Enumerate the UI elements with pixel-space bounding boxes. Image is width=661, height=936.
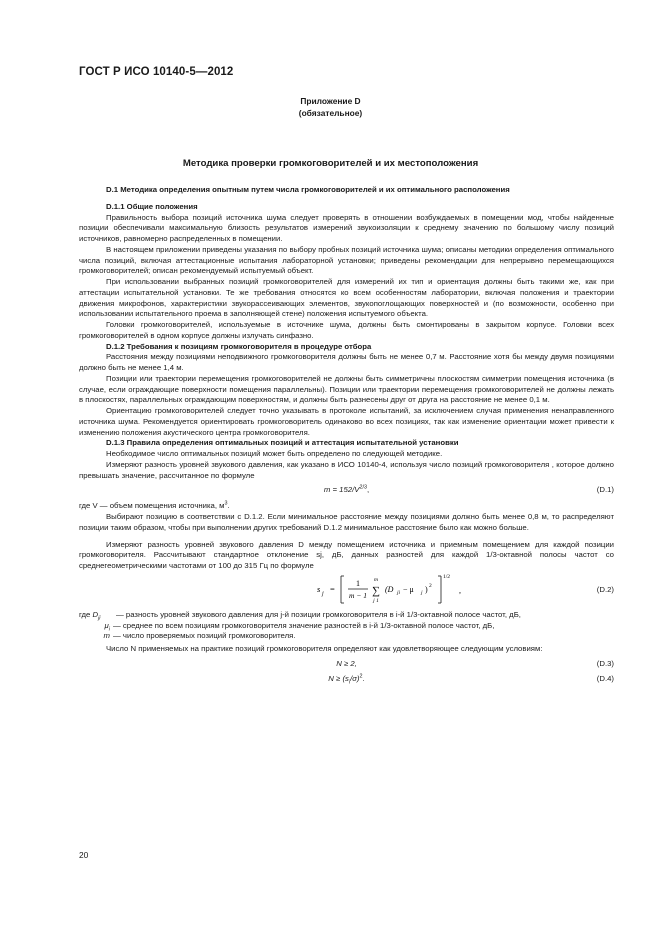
eq-square: 2 xyxy=(429,582,432,589)
symbol-sub: ji xyxy=(98,615,101,622)
definitions-list xyxy=(79,610,614,642)
equation-text: N ≥ (s xyxy=(328,673,349,683)
equation-text: m = 152/V xyxy=(323,485,360,495)
main-title: Методика проверки громкоговорителей и их местоположения xyxy=(182,158,479,169)
equation-d2 xyxy=(79,572,614,608)
paragraph: Выбирают позицию в соответствии с D.1.2. Если минимальное расстояние между позициями должно быть менее 0,8 м, то распределяют позиции таким образом, чтобы при выполнении других требований D.1.2 минимальное расстояние было как можно больше. xyxy=(79,512,614,532)
paragraph: Число N применяемых на практике позиций громкоговорителя определяют как удовлетворяющее следующим условиям: xyxy=(106,644,543,653)
eq-frac-num: 1 xyxy=(356,578,360,588)
symbol-sub: i xyxy=(108,626,110,633)
equation-text: /σ) xyxy=(350,673,360,683)
definition-symbol xyxy=(79,631,113,642)
eq-sigma: ∑ xyxy=(372,584,380,597)
definition-symbol xyxy=(79,610,116,621)
equation-text: , xyxy=(366,485,370,495)
equation-d1 xyxy=(79,481,614,501)
page-number: 20 xyxy=(79,850,89,860)
definition-text: — среднее по всем позициям громкоговорителя значение разностей в i-й 1/3-октавной полосе частот, дБ, xyxy=(113,620,495,630)
paragraph: Расстояния между позициями неподвижного громкоговорителя должны быть не менее 0,7 м. Расстояние хотя бы между двумя позициями должно быть не менее 1,4 м. xyxy=(79,352,614,372)
eq-sum-top: m xyxy=(374,576,378,583)
definition-symbol xyxy=(79,621,113,632)
eq-root: 1/2 xyxy=(443,573,451,580)
section-d12-heading: D.1.2 Требования к позициям громкоговорителя в процедуре отбора xyxy=(106,341,372,351)
paragraph: В настоящем приложении приведены указания по выбору пробных позиций источника шума; описаны методики определения оптимального числа позиций, включая аттестационные испытания лабораторной установки; приведены рекомендации для непрерывно перемещающихся громкоговорителей; описан рекомендуемый испытуемый объект. xyxy=(79,244,614,276)
equation-d4-formula xyxy=(79,674,614,685)
equation-d2-formula xyxy=(301,572,491,608)
eq-lhs: s xyxy=(317,583,321,594)
equation-sub: i xyxy=(348,679,351,686)
eq-sum-bottom: j 1 xyxy=(373,597,379,604)
eq-tail: , xyxy=(459,585,461,595)
definition-dji xyxy=(79,610,614,621)
where-word: где xyxy=(79,609,91,619)
annex-status: (обязательное) xyxy=(298,108,363,118)
equation-text: . xyxy=(362,673,365,683)
paragraph: Необходимое число оптимальных позиций может быть определено по следующей методике. xyxy=(106,449,443,458)
paragraph: Измеряют разность уровней звукового давления D между помещением источника и приемным помещением для каждой позиции громкоговорителя. Рассчитывают стандартное отклонение sj, дБ, данных разностей для каждой 1/3-октавной полосы частот со среднегеометрическими частотами от 100 до 315 Гц по формуле xyxy=(79,539,614,570)
paragraph: При использовании выбранных позиций громкоговорителей для измерений их тип и ориентация должны быть такими же, как при аттестации испытательной установки. Те же требования относятся ко всем особенностям лаборатории, включая положения и траектории движения микрофонов, характеристики звукорассеивающих элементов, звукопоглощающих поверхностей и (по возможности, особенно при использовании испытательного проема в заполняющей стене) положения испытуемого объекта. xyxy=(79,277,614,319)
equation-d4-number: (D.4) xyxy=(596,673,614,683)
eq-term: (D xyxy=(385,584,394,594)
where-text: где V — объем помещения источника, м xyxy=(79,501,225,511)
equation-text: N ≥ 2, xyxy=(336,658,357,668)
equation-exponent: 2/3 xyxy=(359,484,367,491)
equation-d3 xyxy=(79,659,614,670)
paragraph: Позиции или траектории перемещения громкоговорителей не должны быть симметричны плоскостям симметрии помещения источника (в случае, если ограждающие поверхности помещения параллельны). Позиции или траектории перемещения громкоговорителей не должны лежать в плоскостях, параллельных ограждающим поверхностям, и должны быть разнесены друг от друга на расстояние не менее 0,1 м. xyxy=(79,373,614,405)
definition-m xyxy=(79,631,614,642)
symbol-text: m xyxy=(103,631,110,641)
paragraph: Измеряют разность уровней звукового давления, как указано в ИСО 10140-4, используя число позиций громкоговорителя , которое должно превышать значение, рассчитанное по формуле xyxy=(79,459,614,480)
symbol-text: μ xyxy=(104,620,109,630)
paragraph: Правильность выбора позиций источника шума следует проверять в отношении возбуждаемых в помещении мод, чтобы найденные позиции обеспечивали максимальную близость результатов измерений звукоизоляции к среднему значению по большому числу позиций источников, равномерно распределенных в помещении. xyxy=(79,212,614,243)
equation-d3-formula xyxy=(79,659,614,670)
eq-minus-mu: − μ xyxy=(403,584,414,594)
definition-mu xyxy=(79,621,614,632)
eq-equals: = xyxy=(330,583,335,594)
definition-text: — разность уровней звукового давления для j-й позиции громкоговорителя в i-й 1/3-октавной полосе частот, дБ, xyxy=(116,609,521,619)
equation-d1-formula xyxy=(79,485,614,496)
equation-d1-number: (D.1) xyxy=(596,485,614,495)
where-text: . xyxy=(227,501,230,511)
eq-mu-sub: j xyxy=(421,589,423,596)
equation-d2-number: (D.2) xyxy=(596,584,614,594)
eq-frac-den: m − 1 xyxy=(349,590,367,600)
page-body xyxy=(79,185,614,685)
section-d1-heading: D.1 Методика определения опытным путем числа громкоговорителей и их оптимального расположения xyxy=(106,185,510,194)
equation-d1-where xyxy=(79,501,614,512)
paragraph: Головки громкоговорителей, используемые в источнике шума, должны быть смонтированы в закрытом корпусе. Головки всех громкоговорителей в одном корпусе должны излучать синфазно. xyxy=(79,320,614,340)
eq-term-sub: ji xyxy=(397,589,401,596)
paragraph: Ориентацию громкоговорителей следует точно указывать в протоколе испытаний, за исключением случая применения ненаправленного источника шума. Рекомендуется ориентировать громкоговоритель одинаково во всех позициях, так как изменение ориентации может привести к изменению положения акустического центра громкоговорителя. xyxy=(79,406,614,437)
annex-title: Приложение D xyxy=(300,96,361,106)
document-header: ГОСТ Р ИСО 10140-5—2012 xyxy=(79,66,234,78)
section-d11-heading: D.1.1 Общие положения xyxy=(106,201,198,211)
section-d13-heading: D.1.3 Правила определения оптимальных позиций и аттестация испытательной установки xyxy=(106,438,459,448)
equation-d3-number: (D.3) xyxy=(596,658,614,668)
eq-lhs-sub: j xyxy=(322,590,324,597)
equation-d4 xyxy=(79,674,614,685)
symbol-text: D xyxy=(92,609,99,619)
definition-text: — число проверяемых позиций громкоговорителя. xyxy=(113,631,296,641)
where-exponent: 3 xyxy=(224,500,228,507)
equation-exponent: 2 xyxy=(359,673,363,680)
eq-close: ) xyxy=(425,584,428,594)
